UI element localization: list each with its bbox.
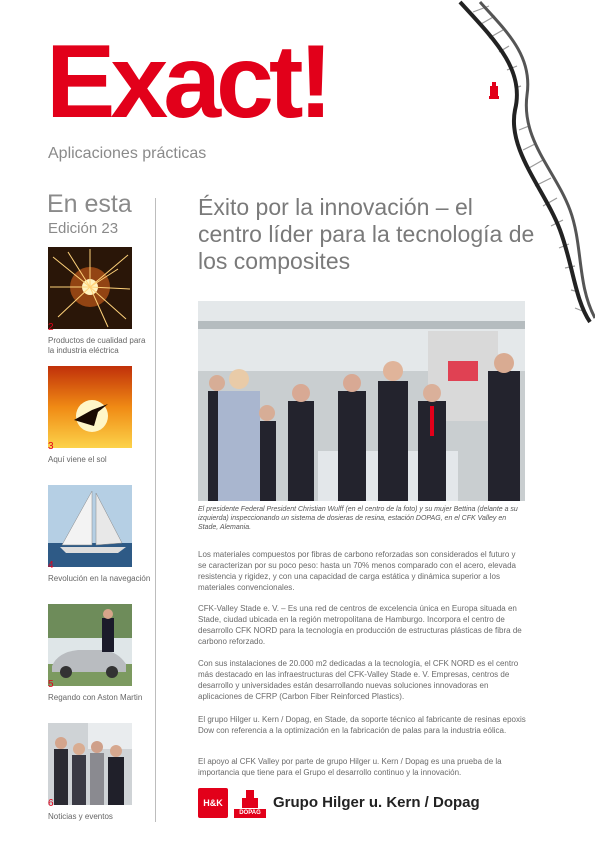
dopag-logo-icon: DOPAG — [234, 788, 266, 818]
item-number: 4 — [48, 560, 54, 571]
masthead-title: Exact! — [46, 24, 329, 140]
item-caption[interactable]: Productos de cualidad para la industria eléctrica — [48, 336, 146, 355]
thumbnail-aston-martin-image[interactable] — [48, 604, 132, 686]
sidebar-edition: Edición 23 — [48, 220, 119, 237]
thumbnail-sunset-image[interactable] — [48, 366, 132, 448]
masthead-tagline: Aplicaciones prácticas — [48, 145, 207, 162]
article-paragraph: El grupo Hilger u. Kern / Dopag, en Stade, da soporte técnico al fabricante de resinas epoxis Dow con referencia a la optimización en la fabricación de palas para la industria eólica. — [198, 715, 526, 735]
article-hero-photo — [198, 301, 525, 501]
item-number: 2 — [48, 322, 54, 333]
article-paragraph: El apoyo al CFK Valley por parte de grupo Hilger u. Kern / Dopag es una prueba de la importancia que tiene para el Grupo el desarrollo continuo y la innovación. — [198, 757, 502, 777]
thumbnail-sailboat-image[interactable] — [48, 485, 132, 567]
item-number: 5 — [48, 679, 54, 690]
photo-caption: El presidente Federal President Christian Wulff (en el centro de la foto) y su mujer Bettina (delante a su izquierda) inspeccionando un sistema de dosieras de resina, estación DOPAG, en el CFK Valley en Stade, Alemania. — [198, 506, 518, 531]
brand-name: Grupo Hilger u. Kern / Dopag — [273, 794, 480, 811]
thumbnail-sparks-image[interactable] — [48, 247, 132, 329]
item-caption[interactable]: Regando con Aston Martin — [48, 693, 143, 702]
item-caption[interactable]: Revolución en la navegación — [48, 574, 151, 583]
sidebar-divider — [155, 198, 156, 822]
helix-logo-icon — [489, 82, 499, 99]
article-paragraph: Los materiales compuestos por fibras de carbono reforzadas son considerados el futuro y se caracterizan por su poco peso: hasta un 70% menos comparado con el acero, elevada resistencia y rigidez, y con una capacidad de carga estática y dinámica superior a los materiales convencionales. — [198, 550, 516, 592]
item-number: 6 — [48, 798, 54, 809]
item-caption[interactable]: Noticias y eventos — [48, 812, 113, 821]
article-paragraph: Con sus instalaciones de 20.000 m2 dedicadas a la tecnología, el CFK NORD es el centro más destacado en las infraestructuras del CFK-Valley Stade e. V. Empresas, centros de desarrollo y universidades están desarrollando nuevas soluciones innovadoras en aplicaciones de CFRP (Carbon Fiber Reinforced Plastics). — [198, 659, 519, 701]
dna-helix-graphic — [455, 0, 595, 325]
item-number: 3 — [48, 441, 54, 452]
article-headline: Éxito por la innovación – el centro líder para la tecnología de los composites — [198, 194, 535, 274]
thumbnail-event-image[interactable] — [48, 723, 132, 805]
item-caption[interactable]: Aquí viene el sol — [48, 455, 107, 464]
hk-logo-icon: H&K — [198, 788, 228, 818]
article-paragraph: CFK-Valley Stade e. V. – Es una red de centros de excelencia única en Europa situada en Stade, ciudad ubicada en la región metropolitana de Hamburgo. Incorpora el centro de desarrollo CFK NORD para la tecnología en producción de estructuras plásticas de fibra de carbono reforzado. — [198, 604, 522, 646]
sidebar-heading: En esta — [47, 190, 132, 218]
